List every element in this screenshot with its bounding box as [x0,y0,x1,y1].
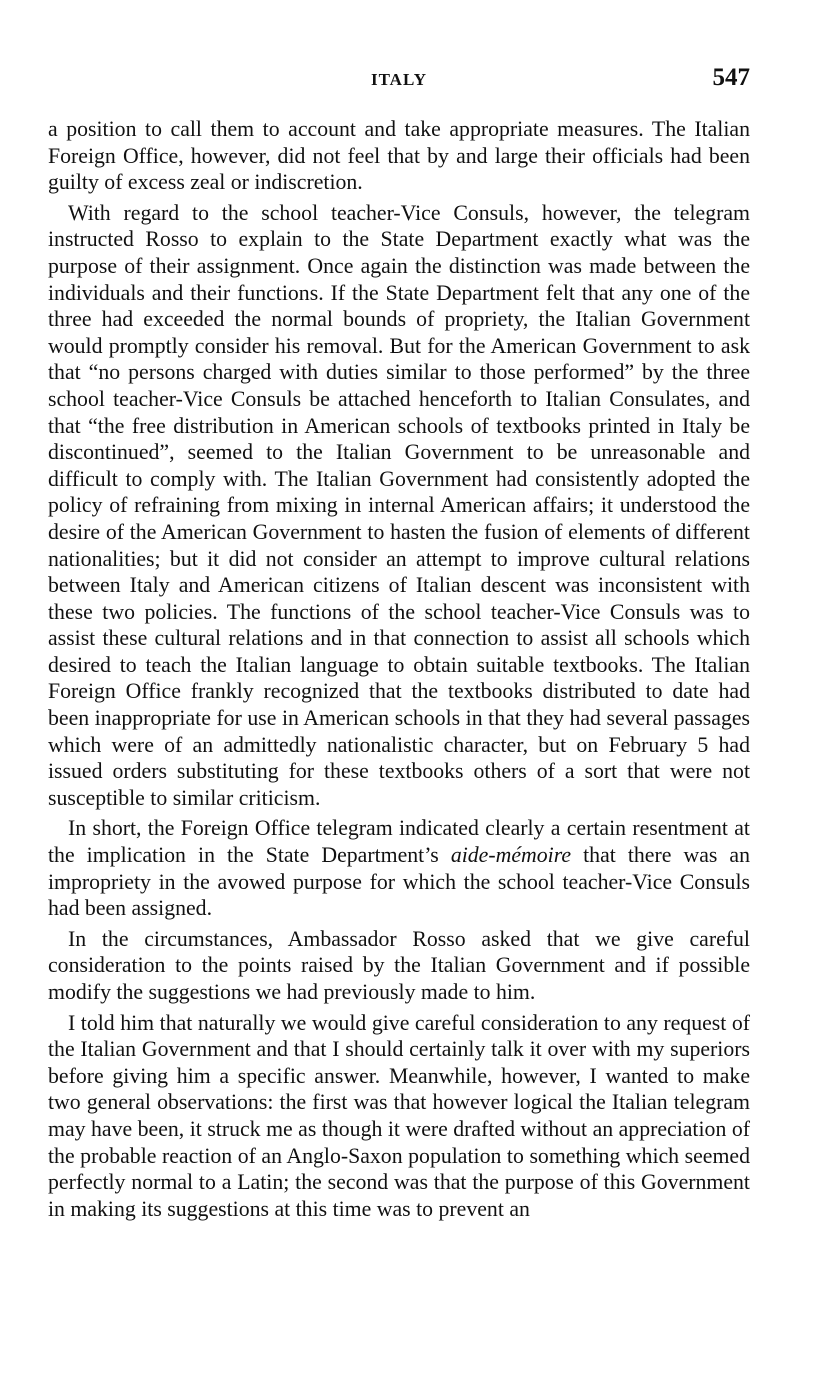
paragraph: With regard to the school teacher-Vice Consuls, however, the telegram instructed Rosso to explain to the State Department exactly what was the purpose of their assignment. Once again the distinction was made between the individuals and their functions. If the State Department felt that any one of the three had exceeded the normal bounds of propriety, the Italian Government would promptly consider his removal. But for the American Government to ask that “no persons charged with duties similar to those performed” by the three school teacher-Vice Consuls be attached henceforth to Italian Consulates, and that “the free distribution in American schools of textbooks printed in Italy be discontinued”, seemed to the Italian Government to be unreasonable and difficult to comply with. The Italian Government had consistently adopted the policy of refraining from mixing in internal American affairs; it understood the desire of the American Government to hasten the fusion of elements of different nationalities; but it did not consider an attempt to improve cultural relations between Italy and American citizens of Italian descent was inconsistent with these two policies. The functions of the school teacher-Vice Consuls was to assist these cultural relations and in that connection to assist all schools which desired to teach the Italian language to obtain suitable textbooks. The Italian Foreign Office frankly recognized that the textbooks distributed to date had been inappropriate for use in American schools in that they had several passages which were of an admittedly nationalistic character, but on February 5 had issued orders substituting for these textbooks others of a sort that were not susceptible to similar criticism. [48,200,750,810]
paragraph-text: that there was an impropriety in the avowed purpose for which the school teacher-Vice Consuls had been assigned. [48,843,750,921]
page-header [48,62,750,102]
paragraph: I told him that naturally we would give careful consideration to any request of the Italian Government and that I should certainly talk it over with my superiors before giving him a specific answer. Meanwhile, however, I wanted to make two general observations: the first was that however logical the Italian telegram may have been, it struck me as though it were drafted without an appreciation of the probable reaction of an Anglo-Saxon population to something which seemed perfectly normal to a Latin; the second was that the purpose of this Government in making its suggestions at this time was to prevent an [48,1010,750,1221]
paragraph-text: In short, the Foreign Office telegram indicated clearly a certain resentment at the implication in the State Department’s [48,816,750,868]
document-page [48,62,750,1226]
running-head: ITALY [370,70,428,89]
document-body [48,116,750,1222]
paragraph: In the circumstances, Ambassador Rosso asked that we give careful consideration to the points raised by the Italian Government and if possible modify the suggestions we had previously made to him. [48,926,750,1004]
italic-term: aide-mémoire [450,843,572,868]
paragraph-continued: a position to call them to account and take appropriate measures. The Italian Foreign Office, however, did not feel that by and large their officials had been guilty of excess zeal or indiscretion. [48,117,750,195]
paragraph [48,815,750,921]
page-number: 547 [712,64,750,91]
